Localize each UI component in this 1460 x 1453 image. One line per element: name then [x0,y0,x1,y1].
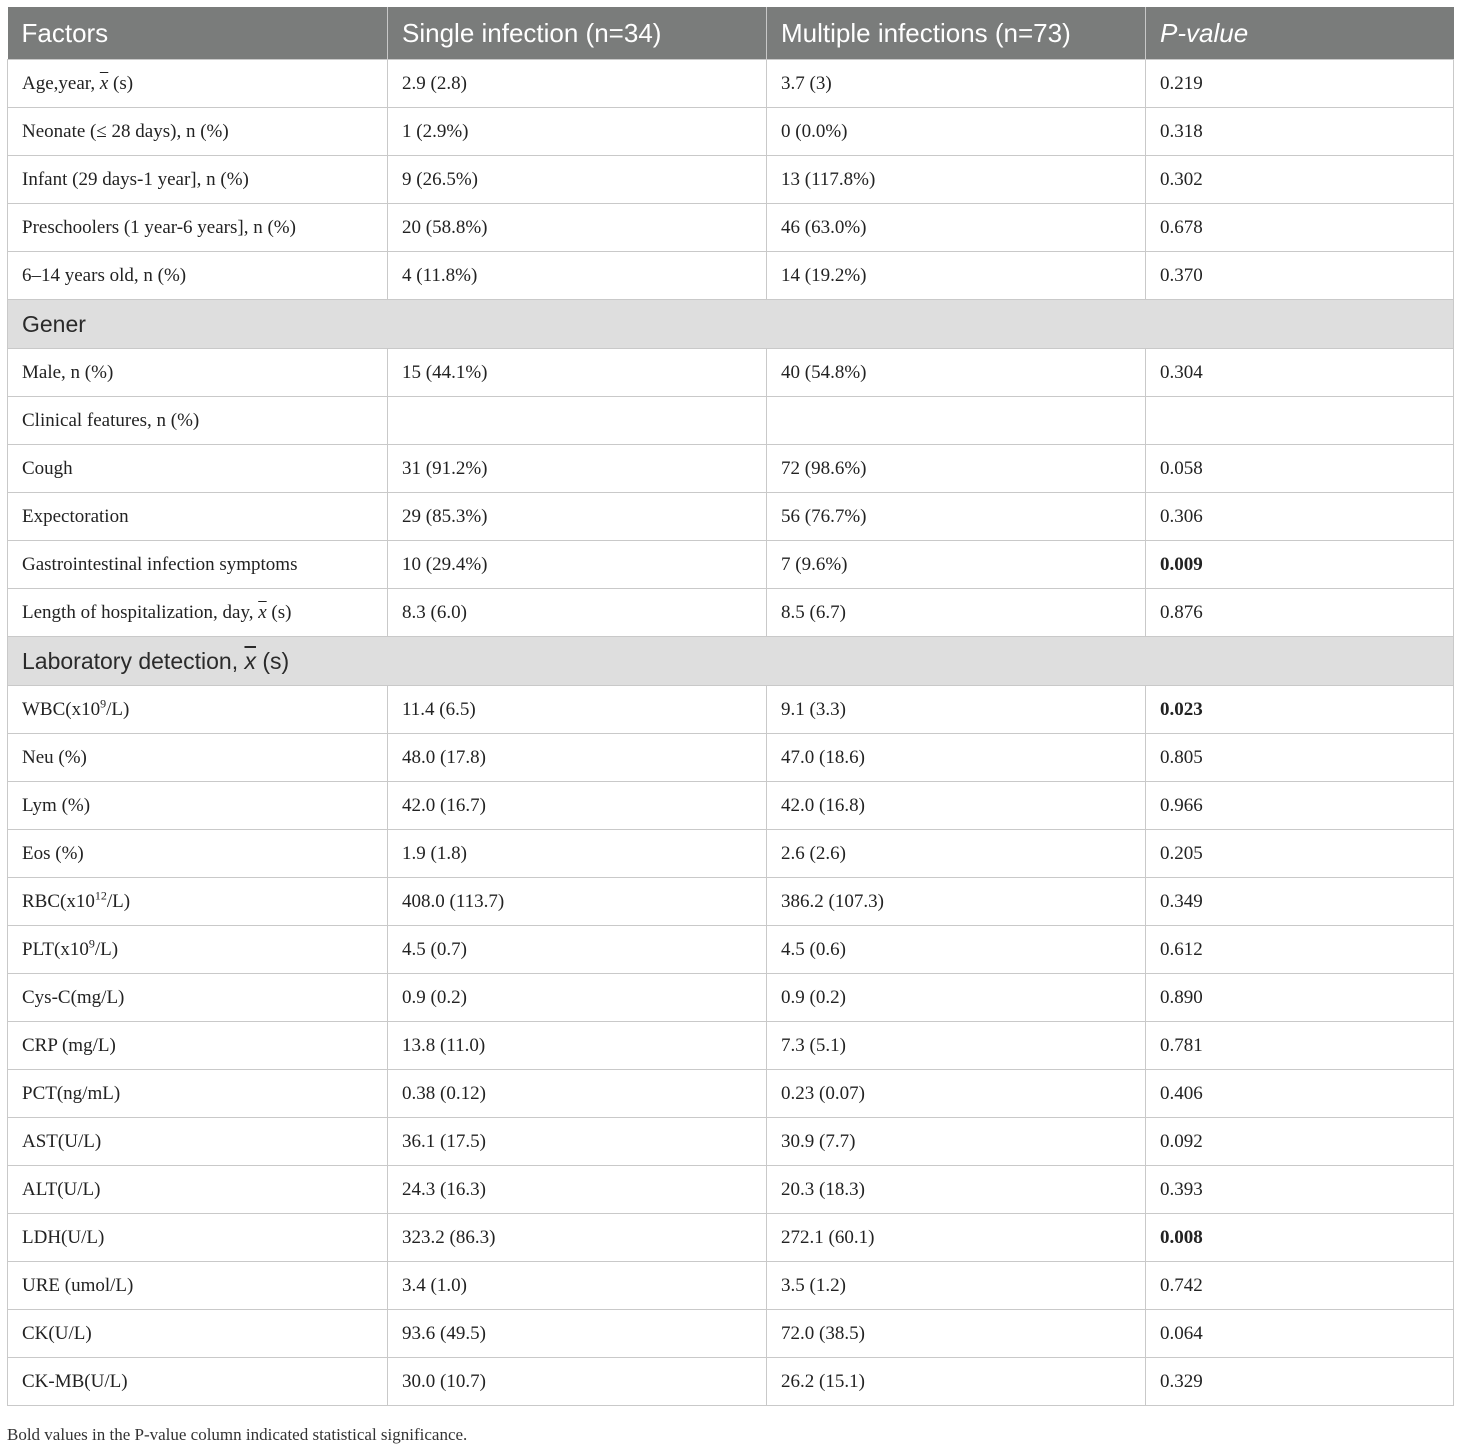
factor-cell [8,926,388,974]
single-infection-cell [388,397,767,445]
single-infection-cell: 29 (85.3%) [388,493,767,541]
single-infection-cell: 4.5 (0.7) [388,926,767,974]
table-row [8,1310,1454,1358]
multiple-infections-cell: 3.7 (3) [767,60,1146,108]
multiple-infections-cell: 72 (98.6%) [767,445,1146,493]
p-value-cell: 0.781 [1146,1022,1454,1070]
table-row [8,397,1454,445]
table-header-row [8,7,1454,60]
header-factors: Factors [8,7,388,60]
single-infection-cell: 3.4 (1.0) [388,1262,767,1310]
factor-cell: CRP (mg/L) [8,1022,388,1070]
factor-cell: Cys-C(mg/L) [8,974,388,1022]
multiple-infections-cell: 9.1 (3.3) [767,686,1146,734]
factor-text: WBC(x10 [22,698,101,720]
single-infection-cell: 408.0 (113.7) [388,878,767,926]
table-row [8,734,1454,782]
factor-cell: Gastrointestinal infection symptoms [8,541,388,589]
factor-text-suffix: /L) [106,698,130,720]
factor-text: RBC(x10 [22,890,95,912]
p-value-cell: 0.064 [1146,1310,1454,1358]
table-row [8,782,1454,830]
multiple-infections-cell: 0.23 (0.07) [767,1070,1146,1118]
table-row [8,926,1454,974]
p-value-cell: 0.304 [1146,349,1454,397]
factor-cell: Eos (%) [8,830,388,878]
factor-cell: Clinical features, n (%) [8,397,388,445]
p-value-cell: 0.805 [1146,734,1454,782]
p-value-cell: 0.219 [1146,60,1454,108]
factor-text-suffix: /L) [94,938,119,960]
multiple-infections-cell: 272.1 (60.1) [767,1214,1146,1262]
p-value-cell: 0.349 [1146,878,1454,926]
p-value-cell: 0.370 [1146,252,1454,300]
table-row [8,1070,1454,1118]
single-infection-cell: 10 (29.4%) [388,541,767,589]
multiple-infections-cell: 46 (63.0%) [767,204,1146,252]
multiple-infections-cell: 20.3 (18.3) [767,1166,1146,1214]
single-infection-cell: 4 (11.8%) [388,252,767,300]
table-row [8,108,1454,156]
p-value-cell: 0.302 [1146,156,1454,204]
section-label-suffix: (s) [255,647,290,674]
factor-cell: Expectoration [8,493,388,541]
factor-cell: LDH(U/L) [8,1214,388,1262]
mean-symbol: $\overline{x}$ [244,647,256,674]
p-value-cell: 0.742 [1146,1262,1454,1310]
single-infection-cell: 1 (2.9%) [388,108,767,156]
factor-cell: Lym (%) [8,782,388,830]
table-row [8,1166,1454,1214]
table-row [8,1214,1454,1262]
section-label: Gener [8,300,1454,349]
single-infection-cell: 42.0 (16.7) [388,782,767,830]
multiple-infections-cell: 7.3 (5.1) [767,1022,1146,1070]
multiple-infections-cell: 42.0 (16.8) [767,782,1146,830]
single-infection-cell: 13.8 (11.0) [388,1022,767,1070]
multiple-infections-cell: 2.6 (2.6) [767,830,1146,878]
header-p-value: P-value [1146,7,1454,60]
p-value-cell: 0.023 [1146,686,1454,734]
single-infection-cell: 2.9 (2.8) [388,60,767,108]
p-value-cell: 0.009 [1146,541,1454,589]
multiple-infections-cell: 0 (0.0%) [767,108,1146,156]
section-label-text: Laboratory detection, [22,647,245,674]
single-infection-cell: 36.1 (17.5) [388,1118,767,1166]
table-row [8,1118,1454,1166]
factor-cell: Male, n (%) [8,349,388,397]
table-row [8,878,1454,926]
single-infection-cell: 24.3 (16.3) [388,1166,767,1214]
single-infection-cell: 9 (26.5%) [388,156,767,204]
single-infection-cell: 0.9 (0.2) [388,974,767,1022]
multiple-infections-cell: 56 (76.7%) [767,493,1146,541]
single-infection-cell: 48.0 (17.8) [388,734,767,782]
single-infection-cell: 93.6 (49.5) [388,1310,767,1358]
multiple-infections-cell: 26.2 (15.1) [767,1358,1146,1406]
multiple-infections-cell: 4.5 (0.6) [767,926,1146,974]
table-row [8,204,1454,252]
p-value-cell [1146,397,1454,445]
table-row [8,445,1454,493]
table-row [8,686,1454,734]
table-row [8,1022,1454,1070]
p-value-cell: 0.890 [1146,974,1454,1022]
p-value-cell: 0.329 [1146,1358,1454,1406]
p-value-cell: 0.966 [1146,782,1454,830]
multiple-infections-cell: 13 (117.8%) [767,156,1146,204]
table-row [8,589,1454,637]
multiple-infections-cell: 47.0 (18.6) [767,734,1146,782]
factor-cell: Preschoolers (1 year-6 years], n (%) [8,204,388,252]
factor-cell: AST(U/L) [8,1118,388,1166]
header-multiple-infections: Multiple infections (n=73) [767,7,1146,60]
p-value-cell: 0.058 [1146,445,1454,493]
comparison-table [7,7,1454,1406]
table-row [8,60,1454,108]
single-infection-cell: 20 (58.8%) [388,204,767,252]
single-infection-cell: 323.2 (86.3) [388,1214,767,1262]
factor-cell [8,589,388,637]
single-infection-cell: 15 (44.1%) [388,349,767,397]
table-row [8,1358,1454,1406]
table-row [8,252,1454,300]
multiple-infections-cell: 386.2 (107.3) [767,878,1146,926]
factor-text-suffix: (s) [266,601,292,623]
factor-cell: URE (umol/L) [8,1262,388,1310]
p-value-cell: 0.318 [1146,108,1454,156]
factor-text: PLT(x10 [22,938,89,960]
factor-text: Age,year, [22,72,100,94]
multiple-infections-cell: 7 (9.6%) [767,541,1146,589]
table-row [8,493,1454,541]
table-row [8,541,1454,589]
factor-cell: 6–14 years old, n (%) [8,252,388,300]
mean-symbol: $\overline{x}$ [258,601,267,623]
factor-cell: Neonate (≤ 28 days), n (%) [8,108,388,156]
single-infection-cell: 31 (91.2%) [388,445,767,493]
factor-text: Length of hospitalization, day, [22,601,259,623]
p-value-cell: 0.876 [1146,589,1454,637]
table-row [8,1262,1454,1310]
p-value-cell: 0.008 [1146,1214,1454,1262]
exponent: 9 [100,696,107,711]
table-row [8,349,1454,397]
factor-text-suffix: /L) [106,890,131,912]
multiple-infections-cell: 0.9 (0.2) [767,974,1146,1022]
section-label [8,637,1454,686]
single-infection-cell: 0.38 (0.12) [388,1070,767,1118]
multiple-infections-cell: 40 (54.8%) [767,349,1146,397]
factor-cell: CK(U/L) [8,1310,388,1358]
factor-cell [8,878,388,926]
factor-cell: PCT(ng/mL) [8,1070,388,1118]
factor-cell: Neu (%) [8,734,388,782]
mean-symbol: $\overline{x}$ [99,72,109,94]
multiple-infections-cell: 72.0 (38.5) [767,1310,1146,1358]
p-value-cell: 0.306 [1146,493,1454,541]
factor-cell: Infant (29 days-1 year], n (%) [8,156,388,204]
p-value-cell: 0.612 [1146,926,1454,974]
multiple-infections-cell: 8.5 (6.7) [767,589,1146,637]
multiple-infections-cell: 3.5 (1.2) [767,1262,1146,1310]
p-value-cell: 0.393 [1146,1166,1454,1214]
multiple-infections-cell: 30.9 (7.7) [767,1118,1146,1166]
table-row [8,156,1454,204]
single-infection-cell: 30.0 (10.7) [388,1358,767,1406]
factor-text-suffix: (s) [108,72,134,94]
table-row [8,830,1454,878]
p-value-cell: 0.092 [1146,1118,1454,1166]
section-header-row [8,300,1454,349]
multiple-infections-cell: 14 (19.2%) [767,252,1146,300]
p-value-cell: 0.205 [1146,830,1454,878]
exponent: 12 [94,888,107,903]
single-infection-cell: 8.3 (6.0) [388,589,767,637]
data-table-container [7,7,1453,1406]
exponent: 9 [88,936,95,951]
factor-cell: ALT(U/L) [8,1166,388,1214]
multiple-infections-cell [767,397,1146,445]
single-infection-cell: 1.9 (1.8) [388,830,767,878]
p-value-cell: 0.406 [1146,1070,1454,1118]
table-footnote: Bold values in the P-value column indicated statistical significance. [7,1425,468,1444]
factor-cell [8,60,388,108]
section-header-row [8,637,1454,686]
single-infection-cell: 11.4 (6.5) [388,686,767,734]
factor-cell: CK-MB(U/L) [8,1358,388,1406]
factor-cell [8,686,388,734]
factor-cell: Cough [8,445,388,493]
header-single-infection: Single infection (n=34) [388,7,767,60]
table-body [8,60,1454,1406]
table-row [8,974,1454,1022]
p-value-cell: 0.678 [1146,204,1454,252]
